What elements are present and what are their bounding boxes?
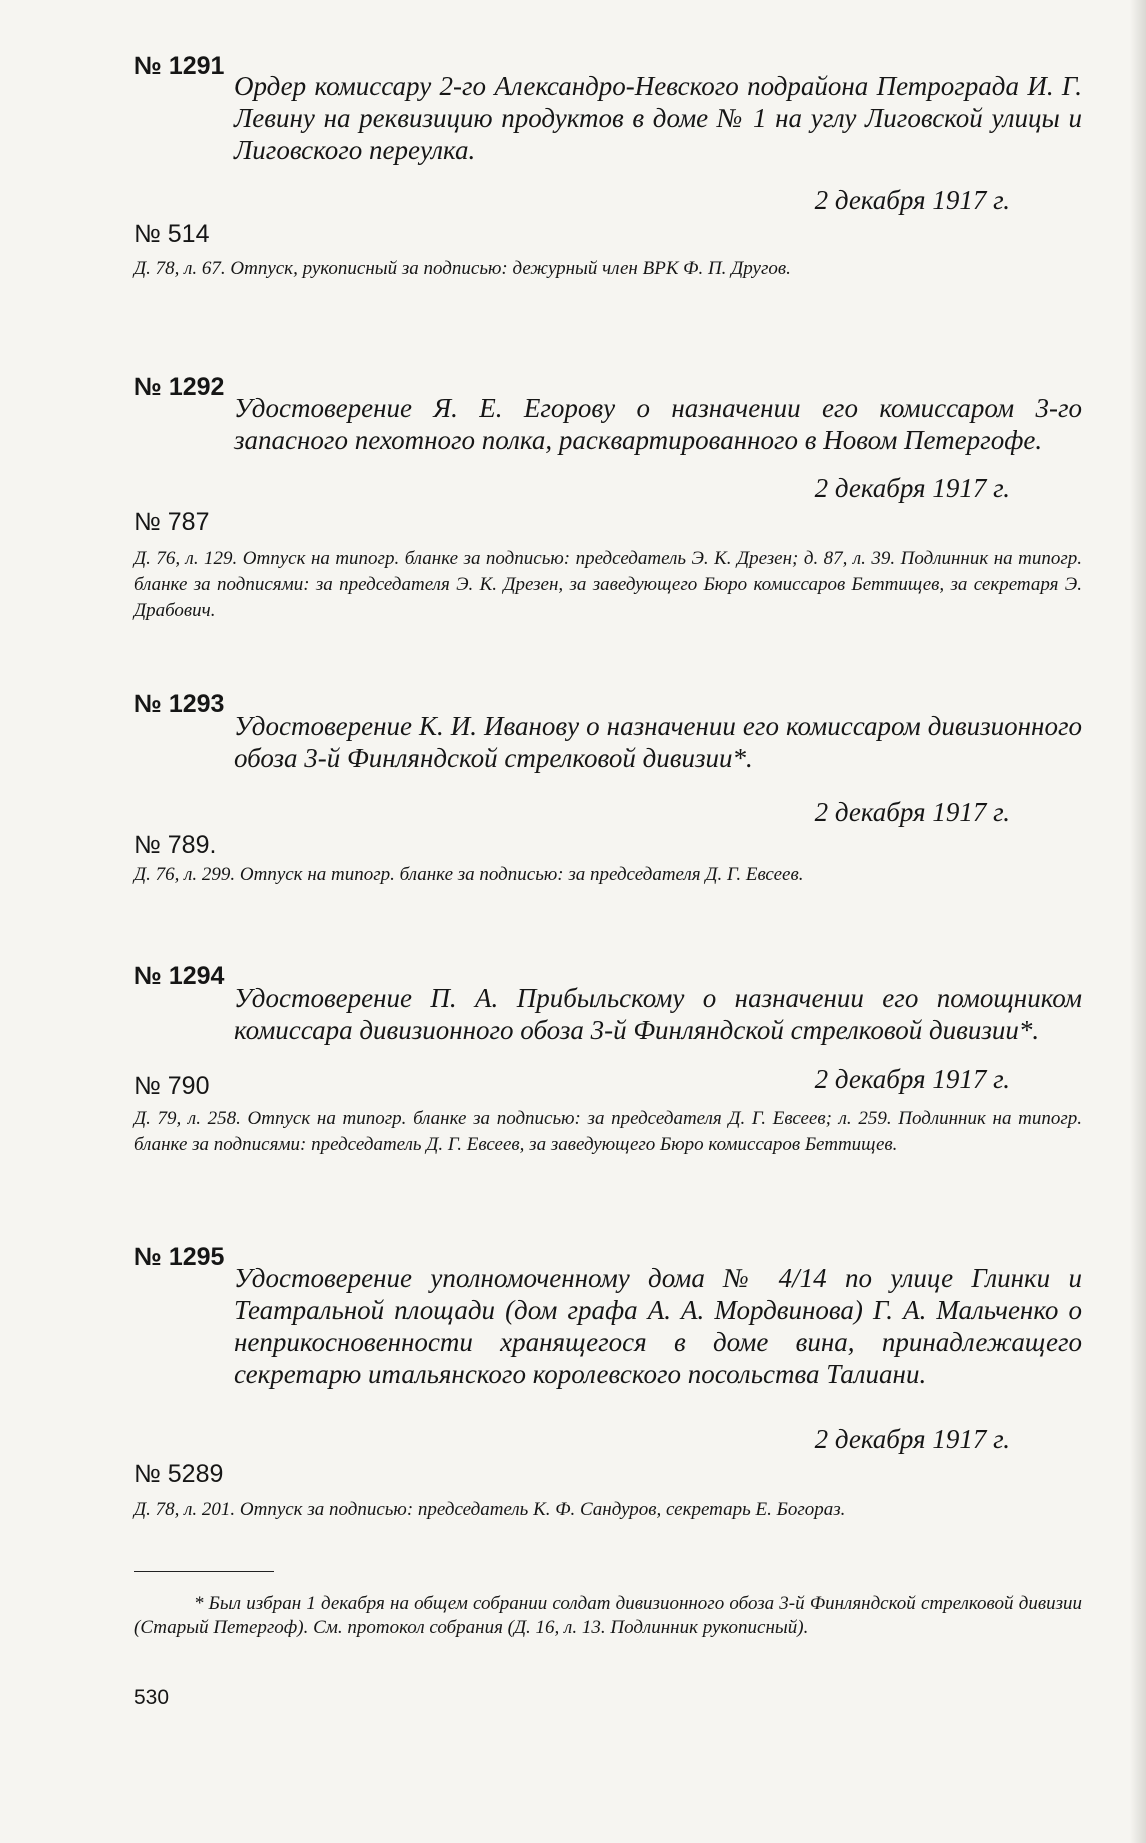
archive-reference-number: № 789.: [134, 831, 217, 859]
archive-reference-number: № 514: [134, 220, 210, 248]
document-title: Удостоверение уполномоченному дома № 4/14 по улице Глинки и Театральной площади (дом графа А. А. Мордвинова) Г. А. Мальченко о неприкосновенности хранящегося в доме вина, принадлежащего секретарю итальянского королевского посольства Талиани.: [234, 1263, 1082, 1389]
document-title: Удостоверение Я. Е. Егорову о назначении его комиссаром 3-го запасного пехотного полка, расквартированного в Новом Петергофе.: [234, 393, 1082, 455]
page-number: 530: [134, 1686, 170, 1709]
archive-reference-number: № 790: [134, 1072, 210, 1100]
document-number: № 1291: [134, 52, 225, 80]
document-title: Удостоверение П. А. Прибыльскому о назначении его помощником комиссара дивизионного обоза 3-й Финляндской стрелковой дивизии*.: [234, 983, 1082, 1045]
document-number: № 1295: [134, 1243, 225, 1271]
document-date: 2 декабря 1917 г.: [814, 797, 1010, 827]
archive-note: Д. 79, л. 258. Отпуск на типогр. бланке за подписью: за председателя Д. Г. Евсеев; л. 259. Подлинник на типогр. бланке за подписями: председатель Д. Г. Евсеев, за заведующего Бюро комиссаров Беттищев.: [134, 1108, 1082, 1155]
archive-note: Д. 76, л. 299. Отпуск на типогр. бланке за подписью: за председателя Д. Г. Евсеев.: [134, 864, 804, 885]
archive-reference-number: № 5289: [134, 1460, 224, 1488]
document-title: Удостоверение К. И. Иванову о назначении его комиссаром дивизионного обоза 3-й Финляндской стрелковой дивизии*.: [234, 711, 1082, 773]
archive-note: Д. 78, л. 67. Отпуск, рукописный за подписью: дежурный член ВРК Ф. П. Другов.: [134, 258, 791, 279]
document-number: № 1292: [134, 373, 225, 401]
archive-note: Д. 76, л. 129. Отпуск на типогр. бланке за подписью: председатель Э. К. Дрезен; д. 87, л. 39. Подлинник на типогр. бланке за подписями: за председателя Э. К. Дрезен, за заведующего Бюро комиссаров Беттищев, за секретаря Э. Драбович.: [134, 548, 1082, 621]
archive-note: Д. 78, л. 201. Отпуск за подписью: председатель К. Ф. Сандуров, секретарь Е. Богораз.: [134, 1499, 846, 1520]
footnote: * Был избран 1 декабря на общем собрании солдат дивизионного обоза 3-й Финляндской стрелковой дивизии (Старый Петергоф). См. протокол собрания (Д. 16, л. 13. Подлинник рукописный).: [134, 1593, 1082, 1638]
document-date: 2 декабря 1917 г.: [814, 1424, 1010, 1454]
document-date: 2 декабря 1917 г.: [814, 185, 1010, 215]
footnote-divider: [134, 1571, 274, 1572]
archive-reference-number: № 787: [134, 508, 210, 536]
document-number: № 1293: [134, 690, 225, 718]
page-edge-shadow: [1130, 0, 1146, 1843]
document-date: 2 декабря 1917 г.: [814, 473, 1010, 503]
document-date: 2 декабря 1917 г.: [814, 1064, 1010, 1094]
document-title: Ордер комиссару 2-го Александро-Невского подрайона Петрограда И. Г. Левину на реквизицию продуктов в доме № 1 на углу Лиговской улицы и Лиговского переулка.: [234, 71, 1082, 165]
document-number: № 1294: [134, 962, 225, 990]
